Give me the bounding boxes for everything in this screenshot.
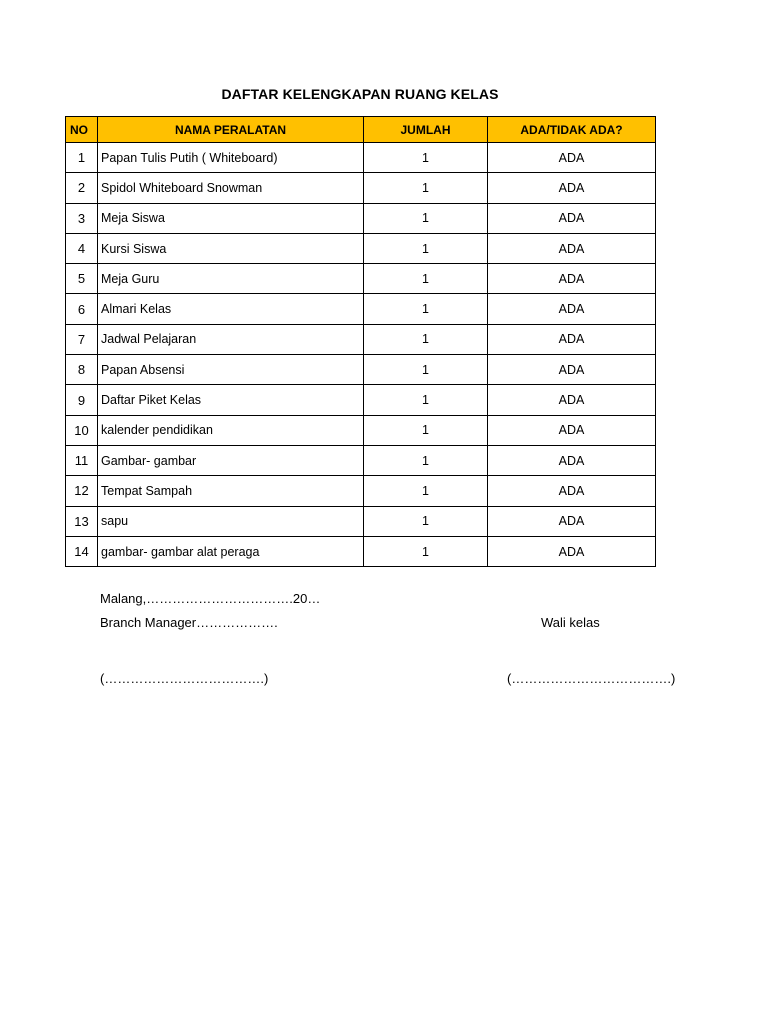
table-row: [66, 415, 656, 445]
row-status: ADA: [488, 506, 656, 536]
row-item-name: Almari Kelas: [98, 294, 364, 324]
right-role: Wali kelas: [541, 615, 600, 630]
table-row: [66, 324, 656, 354]
row-quantity: 1: [364, 355, 488, 385]
row-item-name: kalender pendidikan: [98, 415, 364, 445]
table-row: [66, 385, 656, 415]
row-item-name: Kursi Siswa: [98, 233, 364, 263]
row-number: 7: [66, 324, 98, 354]
table-row: [66, 233, 656, 263]
row-status: ADA: [488, 476, 656, 506]
row-quantity: 1: [364, 233, 488, 263]
row-quantity: 1: [364, 445, 488, 475]
row-item-name: Gambar- gambar: [98, 445, 364, 475]
row-status: ADA: [488, 203, 656, 233]
row-status: ADA: [488, 536, 656, 566]
row-item-name: Papan Tulis Putih ( Whiteboard): [98, 143, 364, 173]
row-status: ADA: [488, 324, 656, 354]
row-number: 5: [66, 264, 98, 294]
inventory-table: [65, 116, 656, 567]
row-status: ADA: [488, 355, 656, 385]
table-row: [66, 476, 656, 506]
row-quantity: 1: [364, 385, 488, 415]
table-header-row: [66, 117, 656, 143]
row-status: ADA: [488, 173, 656, 203]
row-status: ADA: [488, 264, 656, 294]
row-item-name: sapu: [98, 506, 364, 536]
row-quantity: 1: [364, 415, 488, 445]
row-number: 4: [66, 233, 98, 263]
table-row: [66, 355, 656, 385]
column-header-status: ADA/TIDAK ADA?: [488, 117, 656, 143]
row-number: 10: [66, 415, 98, 445]
row-quantity: 1: [364, 264, 488, 294]
row-item-name: Papan Absensi: [98, 355, 364, 385]
row-quantity: 1: [364, 203, 488, 233]
table-row: [66, 264, 656, 294]
row-quantity: 1: [364, 324, 488, 354]
table-row: [66, 294, 656, 324]
column-header-name: NAMA PERALATAN: [98, 117, 364, 143]
row-number: 9: [66, 385, 98, 415]
row-number: 13: [66, 506, 98, 536]
table-row: [66, 445, 656, 475]
row-number: 8: [66, 355, 98, 385]
table-row: [66, 536, 656, 566]
row-item-name: Jadwal Pelajaran: [98, 324, 364, 354]
row-item-name: Meja Siswa: [98, 203, 364, 233]
row-item-name: Spidol Whiteboard Snowman: [98, 173, 364, 203]
left-role: Branch Manager……………….: [100, 615, 278, 630]
row-number: 11: [66, 445, 98, 475]
left-signature-line: (……………………………….): [100, 671, 269, 686]
row-quantity: 1: [364, 143, 488, 173]
row-quantity: 1: [364, 173, 488, 203]
right-signature-line: (……………………………….): [507, 671, 676, 686]
row-item-name: Daftar Piket Kelas: [98, 385, 364, 415]
table-row: [66, 173, 656, 203]
row-status: ADA: [488, 415, 656, 445]
row-quantity: 1: [364, 536, 488, 566]
row-number: 6: [66, 294, 98, 324]
document-title: DAFTAR KELENGKAPAN RUANG KELAS: [221, 86, 499, 102]
row-number: 14: [66, 536, 98, 566]
row-number: 2: [66, 173, 98, 203]
column-header-no: NO: [66, 117, 98, 143]
row-number: 3: [66, 203, 98, 233]
table-row: [66, 143, 656, 173]
row-quantity: 1: [364, 506, 488, 536]
place-date: Malang,…………………………….20…: [100, 591, 321, 606]
row-quantity: 1: [364, 476, 488, 506]
row-status: ADA: [488, 143, 656, 173]
row-status: ADA: [488, 294, 656, 324]
table-body: [66, 143, 656, 567]
table-row: [66, 203, 656, 233]
row-number: 12: [66, 476, 98, 506]
row-item-name: Tempat Sampah: [98, 476, 364, 506]
row-status: ADA: [488, 385, 656, 415]
row-status: ADA: [488, 445, 656, 475]
row-status: ADA: [488, 233, 656, 263]
row-item-name: Meja Guru: [98, 264, 364, 294]
column-header-qty: JUMLAH: [364, 117, 488, 143]
row-quantity: 1: [364, 294, 488, 324]
table-row: [66, 506, 656, 536]
row-item-name: gambar- gambar alat peraga: [98, 536, 364, 566]
row-number: 1: [66, 143, 98, 173]
